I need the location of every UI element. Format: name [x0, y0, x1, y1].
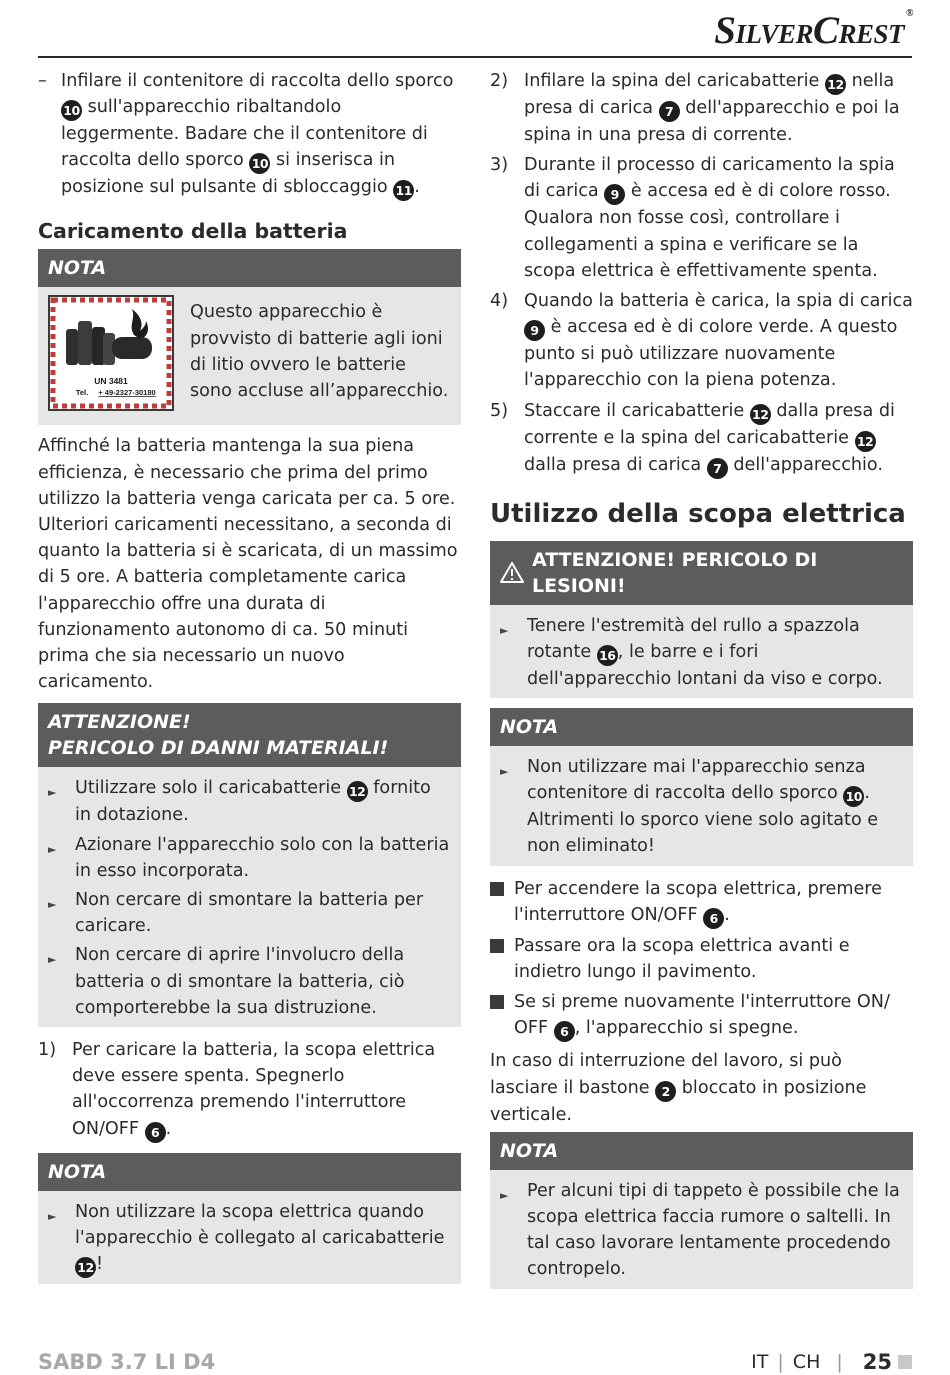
punct: . [165, 1118, 172, 1139]
note-box [490, 1132, 913, 1289]
item-text: Utilizzare solo il caricabatterie [75, 778, 342, 799]
step-text: nella presa di carica [524, 71, 895, 118]
model-name: SABD 3.7 LI D4 [38, 1350, 216, 1374]
page-square-icon [898, 1355, 912, 1369]
step-text: Infilare la spina del caricabatterie [524, 71, 820, 91]
ref-number: 11 [393, 180, 414, 201]
step-text: Staccare il caricabatterie [524, 400, 745, 421]
ref-number: 12 [855, 431, 876, 452]
ref-number: 10 [843, 786, 864, 807]
warning-box [38, 703, 461, 1027]
header-rule [38, 56, 912, 58]
list-item [48, 775, 451, 828]
ref-number: 6 [145, 1122, 166, 1143]
step-number: 2) [490, 71, 509, 91]
note-box [38, 1153, 461, 1284]
list-item [48, 887, 451, 939]
warning-title [38, 703, 461, 767]
divider: | [836, 1351, 843, 1373]
brand-logo: SilverCrest ® [714, 8, 913, 52]
step-text: dell'apparecchio e poi la spina in una presa di corrente. [524, 98, 900, 145]
label-tel: + 49-2327-30180 [98, 388, 156, 398]
list-item [48, 832, 451, 884]
punct: . [414, 177, 420, 198]
ref-number: 7 [707, 458, 728, 479]
item-text: , le barre e i fori dell'apparecchio lontani da viso e corpo. [527, 641, 883, 689]
footer-right [751, 1350, 912, 1374]
list-item [500, 754, 903, 860]
step-text: Quando la batteria è carica, la spia di carica [524, 291, 913, 312]
list-item [48, 1199, 451, 1278]
warning-body [38, 767, 461, 1027]
ref-number: 7 [659, 101, 680, 122]
divider: | [777, 1351, 784, 1373]
danger-title-text: ATTENZIONE! PERICOLO DI LESIONI! [532, 548, 818, 597]
charging-paragraph: Affinché la batteria mantenga la sua piena efficienza, è necessario che prima del primo utilizzo la batteria venga caricata per ca. 5 ore. Ulteriori caricamenti necessitano, a seconda di quanto la batteria si è scaricata, di un massimo di 5 ore. A batteria completamente carica l'apparecchio offre una durata di funzionamento autonomo di ca. 50 minuti prima che sia necessario un nuovo caricamento. [38, 436, 458, 693]
ref-number: 6 [703, 908, 724, 929]
lang-ch: CH [792, 1351, 821, 1373]
step-text: dell'apparecchio. [733, 454, 883, 475]
dash-item [38, 68, 461, 201]
label-tel-prefix: Tel. [75, 388, 89, 398]
battery-transport-label [48, 295, 174, 411]
note-title: NOTA [38, 249, 461, 287]
dash-text: sull'apparecchio ribaltandolo leggermente. Badare che il contenitore di raccolta dello sporco [61, 97, 428, 171]
right-column [490, 68, 913, 1289]
step-text: dalla presa di carica [524, 454, 702, 475]
square-item [490, 989, 913, 1042]
danger-body [490, 605, 913, 698]
dash-text: si inserisca in posizione sul pulsante di sbloccaggio [61, 150, 396, 198]
ref-number: 6 [554, 1021, 575, 1042]
item-text: , l'apparecchio si spegne. [574, 1018, 799, 1039]
warning-triangle-icon [500, 562, 524, 583]
danger-box [490, 541, 913, 698]
arrow-bullet-icon: ► [48, 842, 57, 856]
square-bullet-icon [490, 876, 514, 929]
item-text: Non cercare di aprire l'involucro della batteria o di smontare la batteria, ciò comporterebbe la sua distruzione. [75, 945, 405, 1018]
para-text: bloccato in posizione verticale. [490, 1077, 867, 1125]
list-item [48, 942, 451, 1021]
dash-text: Infilare il contenitore di raccolta dello sporco [61, 71, 454, 91]
item-text: Per accendere la scopa elettrica, premere l'interruttore ON/OFF [514, 878, 882, 925]
danger-title [490, 541, 913, 605]
punct: ! [96, 1254, 104, 1275]
step-number: 3) [490, 155, 509, 176]
dash-marker: – [38, 71, 47, 91]
ref-number: 2 [655, 1081, 676, 1102]
note-box [490, 708, 913, 866]
item-text: Passare ora la scopa elettrica avanti e indietro lungo il pavimento. [514, 935, 850, 983]
note-body [38, 287, 461, 425]
note-body [490, 746, 913, 866]
list-item [500, 613, 903, 692]
note-body [38, 1191, 461, 1284]
step-number: 1) [38, 1040, 57, 1061]
item-text: fornito in dotazione. [75, 778, 431, 826]
item-text: Se si preme nuovamente l'interruttore ON/ OFF [514, 992, 890, 1039]
item-text: Tenere l'estremità del rullo a spazzola rotante [527, 615, 860, 662]
ref-number: 10 [61, 100, 82, 121]
step-text: Durante il processo di caricamento la spia di carica [524, 155, 895, 202]
warning-title-line1: ATTENZIONE! [48, 711, 191, 734]
ref-number: 9 [604, 184, 625, 205]
section-heading: Caricamento della batteria [38, 219, 348, 244]
ref-number: 12 [750, 404, 771, 425]
paragraph [490, 1048, 913, 1127]
item-text: Non cercare di smontare la batteria per caricare. [75, 890, 424, 937]
step-5 [490, 398, 913, 479]
lang-it: IT [751, 1351, 769, 1373]
note-title: NOTA [490, 1132, 913, 1170]
step-2 [490, 68, 913, 148]
square-bullet-icon [490, 989, 514, 1042]
step-text: è accesa ed è di colore rosso. Qualora non fosse così, controllare i collegamenti a spina e verificare se la scopa elettrica è effettivamente spenta. [524, 181, 891, 281]
page-number: 25 [862, 1350, 892, 1374]
left-column [38, 68, 461, 1284]
note-box [38, 249, 461, 425]
square-item [490, 876, 913, 929]
step-1 [38, 1037, 461, 1143]
ref-number: 12 [347, 781, 368, 802]
arrow-bullet-icon: ► [500, 1188, 509, 1202]
arrow-bullet-icon: ► [48, 786, 57, 800]
step-text: dalla presa di corrente e la spina del caricabatterie [524, 400, 895, 448]
square-item [490, 933, 913, 985]
step-4 [490, 288, 913, 394]
ref-number: 10 [249, 153, 270, 174]
arrow-bullet-icon: ► [500, 623, 509, 637]
ref-number: 12 [825, 74, 846, 95]
arrow-bullet-icon: ► [48, 1209, 57, 1223]
arrow-bullet-icon: ► [48, 898, 57, 912]
item-text: Non utilizzare la scopa elettrica quando l'apparecchio è collegato al caricabatterie [75, 1201, 445, 1248]
section-heading: Utilizzo della scopa elettrica [490, 498, 906, 529]
note-title: NOTA [38, 1153, 461, 1191]
item-text: Per alcuni tipi di tappeto è possibile che la scopa elettrica faccia rumore o saltelli. In tal caso lavorare lentamente procedendo contropelo. [527, 1180, 900, 1280]
note-text: Questo apparecchio è provvisto di batterie agli ioni di litio ovvero le batterie sono accluse all’apparecchio. [190, 302, 449, 402]
ref-number: 9 [524, 320, 545, 341]
ref-number: 16 [597, 645, 618, 666]
list-item [500, 1178, 903, 1283]
punct: . [724, 904, 730, 925]
label-un: UN 3481 [94, 376, 128, 387]
step-number: 5) [490, 400, 509, 421]
arrow-bullet-icon: ► [500, 765, 509, 779]
note-body [490, 1170, 913, 1289]
step-3 [490, 152, 913, 284]
item-text: Non utilizzare mai l'apparecchio senza contenitore di raccolta dello sporco [527, 757, 866, 804]
step-number: 4) [490, 291, 509, 312]
step-text: Per caricare la batteria, la scopa elettrica deve essere spenta. Spegnerlo all'occorrenza premendo l'interruttore ON/OFF [72, 1040, 436, 1139]
para-text: In caso di interruzione del lavoro, si può lasciare il bastone [490, 1051, 842, 1098]
arrow-bullet-icon: ► [48, 953, 57, 967]
step-text: è accesa ed è di colore verde. A questo punto si può utilizzare nuovamente l'apparecchio con la piena potenza. [524, 317, 898, 391]
ref-number: 12 [75, 1257, 96, 1278]
item-text: Azionare l'apparecchio solo con la batteria in esso incorporata. [75, 834, 450, 881]
note-title: NOTA [490, 708, 913, 746]
warning-title-line2: PERICOLO DI DANNI MATERIALI! [48, 737, 389, 760]
item-text: . Altrimenti lo sporco viene solo agitato e non eliminato! [527, 783, 879, 857]
square-bullet-icon [490, 933, 514, 985]
